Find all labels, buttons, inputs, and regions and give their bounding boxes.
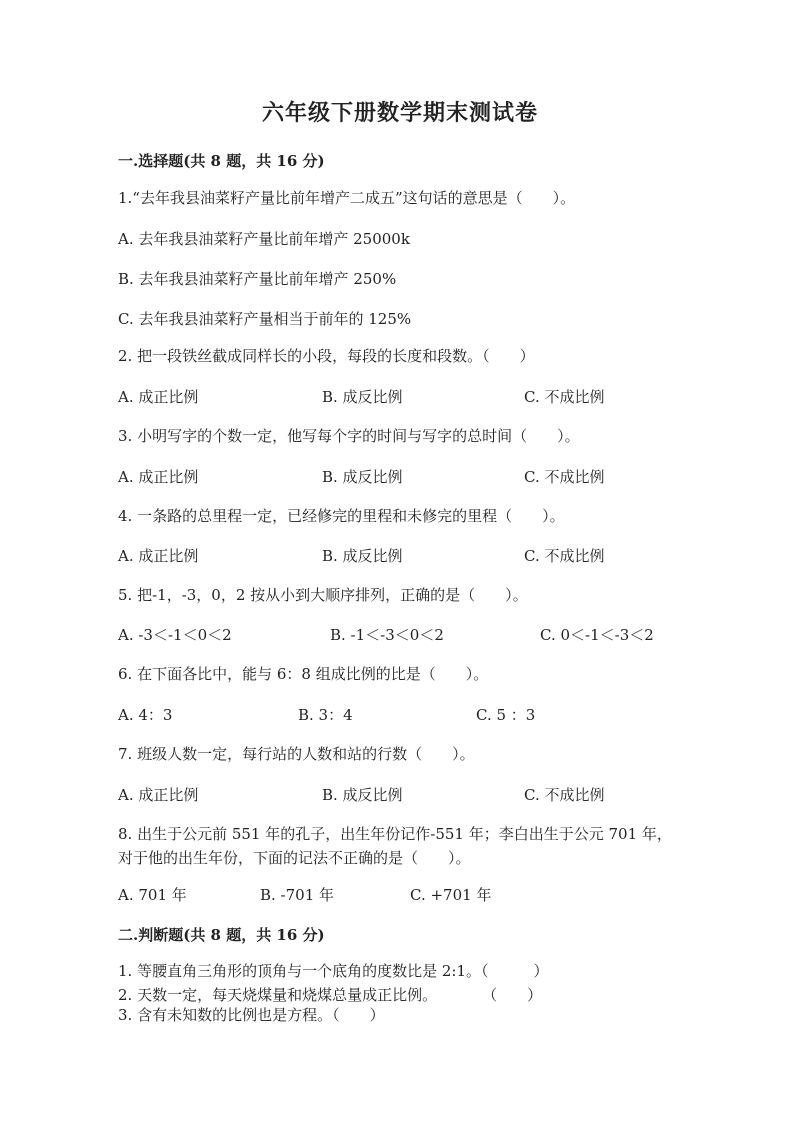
question-7-option-a: A. 成正比例	[118, 786, 199, 804]
question-6-option-c: C. 5 ：3	[476, 706, 536, 724]
judge-item-2: 2. 天数一定，每天烧煤量和烧煤总量成正比例。 （ ）	[118, 986, 543, 1004]
page-title: 六年级下册数学期末测试卷	[261, 100, 538, 126]
question-7: 7. 班级人数一定，每行站的人数和站的行数（ ）。	[118, 745, 475, 763]
question-8-option-b: B. -701 年	[260, 886, 335, 904]
question-4: 4. 一条路的总里程一定，已经修完的里程和未修完的里程（ ）。	[118, 507, 565, 525]
question-4-option-b: B. 成反比例	[322, 547, 403, 565]
question-8: 8. 出生于公元前 551 年的孔子，出生年份记作-551 年；李白出生于公元 701 年，对于他的出生年份，下面的记法不正确的是（ ）。	[118, 825, 672, 867]
section-heading-choice: 一.选择题(共 8 题，共 16 分)	[118, 152, 325, 170]
question-4-option-a: A. 成正比例	[118, 547, 199, 565]
question-1-option-c: C. 去年我县油菜籽产量相当于前年的 125%	[118, 310, 412, 328]
judge-item-1: 1. 等腰直角三角形的顶角与一个底角的度数比是 2:1。（ ）	[118, 962, 549, 980]
question-6-option-b: B. 3：4	[298, 706, 353, 724]
question-3-option-c: C. 不成比例	[524, 468, 605, 486]
question-4-option-c: C. 不成比例	[524, 547, 605, 565]
question-2: 2. 把一段铁丝截成同样长的小段，每段的长度和段数。（ ）	[118, 347, 535, 365]
question-5-option-c: C. 0＜-1＜-3＜2	[540, 626, 654, 644]
question-3-option-b: B. 成反比例	[322, 468, 403, 486]
question-6: 6. 在下面各比中，能与 6：8 组成比例的比是（ ）。	[118, 665, 489, 683]
question-2-option-b: B. 成反比例	[322, 388, 403, 406]
question-1-option-b: B. 去年我县油菜籽产量比前年增产 250%	[118, 270, 397, 288]
question-2-option-a: A. 成正比例	[118, 388, 199, 406]
question-3: 3. 小明写字的个数一定，他写每个字的时间与写字的总时间（ ）。	[118, 427, 580, 445]
question-6-option-a: A. 4：3	[118, 706, 173, 724]
question-5-option-a: A. -3＜-1＜0＜2	[118, 626, 232, 644]
section-heading-judge: 二.判断题(共 8 题，共 16 分)	[118, 926, 325, 944]
question-8-option-c: C. +701 年	[410, 886, 492, 904]
question-5: 5. 把-1，-3，0，2 按从小到大顺序排列，正确的是（ ）。	[118, 586, 528, 604]
question-1-option-a: A. 去年我县油菜籽产量比前年增产 25000k	[118, 230, 410, 248]
judge-item-3: 3. 含有未知数的比例也是方程。（ ）	[118, 1006, 385, 1024]
question-7-option-c: C. 不成比例	[524, 786, 605, 804]
question-5-option-b: B. -1＜-3＜0＜2	[330, 626, 444, 644]
question-1: 1.“去年我县油菜籽产量比前年增产二成五”这句话的意思是（ ）。	[118, 189, 576, 207]
question-8-option-a: A. 701 年	[118, 886, 187, 904]
question-7-option-b: B. 成反比例	[322, 786, 403, 804]
question-3-option-a: A. 成正比例	[118, 468, 199, 486]
question-2-option-c: C. 不成比例	[524, 388, 605, 406]
